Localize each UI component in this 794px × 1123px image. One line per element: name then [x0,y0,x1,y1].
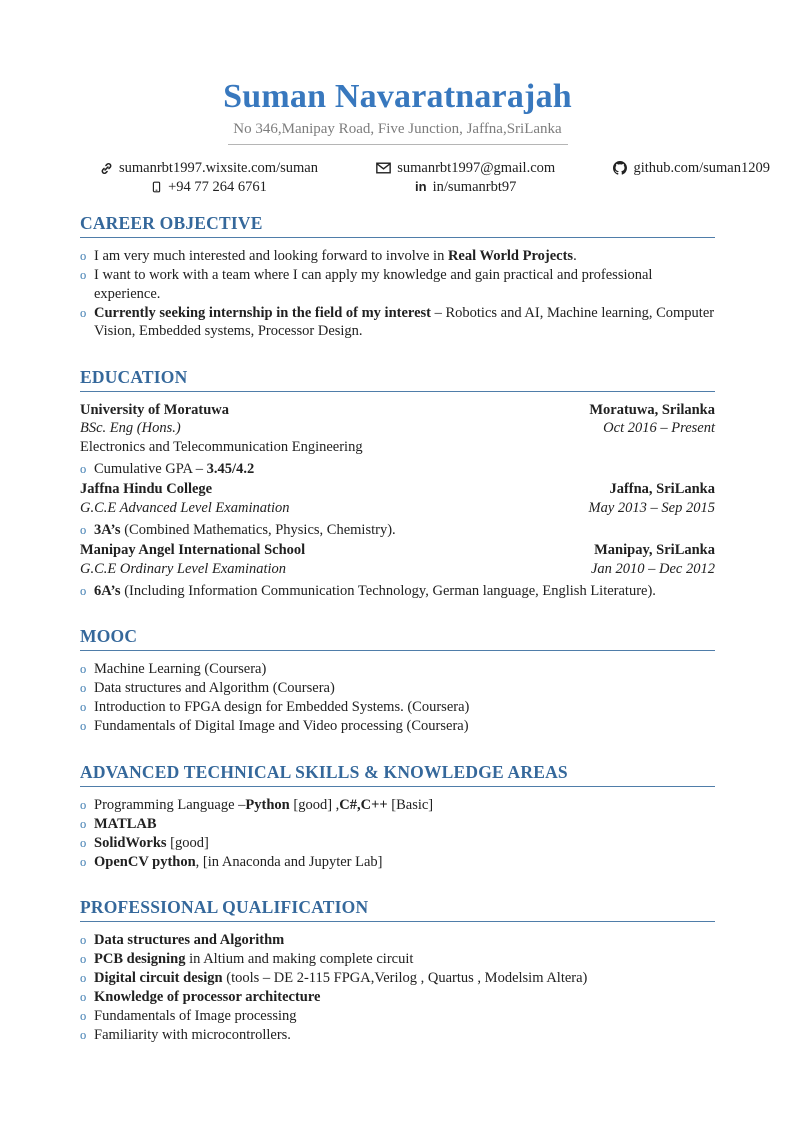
bullet-marker: o [80,971,87,985]
text-segment: Introduction to FPGA design for Embedded Systems. (Coursera) [94,699,470,715]
linkedin-icon: in [415,179,427,194]
website-link[interactable] [100,159,318,177]
section-divider [80,237,715,238]
contact-column-middle [376,159,555,196]
github-link[interactable] [613,159,770,177]
text-segment: (Combined Mathematics, Physics, Chemistry). [120,521,396,538]
education-entry-list [80,460,715,479]
section-title: MOOC [80,626,138,646]
education-entry [80,480,715,539]
address-line: No 346,Manipay Road, Five Junction, Jaffna,SriLanka [233,121,562,137]
list-item [80,1026,715,1045]
bullet-marker: o [80,1028,87,1042]
list-item [80,815,715,834]
emphasized-text: SolidWorks [94,834,167,851]
list-item [80,304,715,341]
emphasized-text: MATLAB [94,815,157,832]
skills-list [80,796,715,872]
website-text: sumanrbt1997.wixsite.com/suman [119,160,318,176]
bullet-marker: o [80,461,87,476]
education-entry [80,401,715,479]
contact-column-right [613,159,770,177]
dates: May 2013 – Sep 2015 [588,499,715,516]
text-segment: (tools – DE 2-115 FPGA,Verilog , Quartus , Modelsim Altera) [222,970,588,986]
section-career-objective [80,213,715,341]
email-link[interactable] [376,159,555,177]
section-title: CAREER OBJECTIVE [80,213,263,233]
emphasized-text: Digital circuit design [94,970,223,986]
list-item [80,660,715,679]
section-title: ADVANCED TECHNICAL SKILLS & KNOWLEDGE AREAS [80,761,568,782]
link-icon [100,162,113,175]
text-segment: I want to work with a team where I can apply my knowledge and gain practical and professional experience. [94,267,653,302]
linkedin-link[interactable] [415,178,516,196]
github-text: github.com/suman1209 [633,160,770,176]
text-segment: Programming Language – [94,796,246,813]
bullet-marker: o [80,700,87,714]
list-item [80,582,715,601]
degree: G.C.E Ordinary Level Examination [80,560,287,577]
text-segment: . [573,248,577,264]
text-segment: – Robotics and AI, Machine learning, Computer Vision, Embedded systems, Processor Design. [94,304,715,339]
phone-text: +94 77 264 6761 [168,179,267,195]
education-entry-list [80,521,715,540]
emphasized-text: C#,C++ [339,796,388,813]
emphasized-text: 3A’s [94,521,121,538]
section-divider [80,650,715,651]
emphasized-text: Python [245,796,290,813]
list-item [80,266,715,303]
bullet-marker: o [80,835,87,850]
list-item [80,853,715,872]
institution: Jaffna Hindu College [80,481,213,497]
emphasized-text: Currently seeking internship in the field of my interest [94,304,431,321]
education-entry-list [80,582,715,601]
contact-column-left [100,159,318,196]
list-item [80,1007,715,1026]
bullet-marker: o [80,268,87,282]
section-divider [80,391,715,392]
section-education [80,367,715,601]
bullet-marker: o [80,249,87,263]
bullet-marker: o [80,1009,87,1023]
text-segment: (Including Information Communication Technology, German language, English Literature). [120,582,656,599]
section-title: EDUCATION [80,366,188,387]
list-item [80,717,715,736]
degree: BSc. Eng (Hons.) [80,420,181,436]
resume-header [80,78,770,196]
text-segment: Machine Learning (Coursera) [94,661,267,677]
list-item [80,460,715,479]
section-technical-skills [80,762,715,872]
text-segment: Fundamentals of Image processing [94,1008,297,1024]
section-divider [80,921,715,922]
emphasized-text: PCB designing [94,951,186,967]
professional-qualification-list [80,931,715,1045]
list-item [80,950,715,969]
emphasized-text: Knowledge of processor architecture [94,989,321,1005]
list-item [80,521,715,540]
bullet-marker: o [80,933,87,947]
person-name: Suman Navaratnarajah [223,78,572,115]
institution: Manipay Angel International School [80,542,306,558]
text-segment: [Basic] [387,796,434,813]
degree: G.C.E Advanced Level Examination [80,499,290,516]
education-entry [80,541,715,600]
text-segment: [good] [166,834,209,851]
career-objective-list [80,247,715,341]
bullet-marker: o [80,583,87,598]
list-item [80,796,715,815]
contact-bar [100,159,770,196]
header-divider [228,144,568,145]
emphasized-text: 3.45/4.2 [206,460,255,477]
location: Jaffna, SriLanka [609,481,715,497]
bullet-marker: o [80,305,87,320]
text-segment: Familiarity with microcontrollers. [94,1027,291,1043]
emphasized-text: OpenCV python [94,853,196,870]
dates: Jan 2010 – Dec 2012 [590,560,715,577]
location: Moratuwa, Srilanka [589,401,715,418]
list-item [80,969,715,988]
bullet-marker: o [80,719,87,733]
text-segment: I am very much interested and looking forward to involve in [94,248,448,264]
field-of-study: Electronics and Telecommunication Engineering [80,438,363,455]
text-segment: in Altium and making complete circuit [185,951,414,967]
bullet-marker: o [80,522,87,537]
list-item [80,988,715,1007]
list-item [80,834,715,853]
text-segment: Data structures and Algorithm (Coursera) [94,680,335,696]
phone-number [151,178,267,196]
list-item [80,679,715,698]
bullet-marker: o [80,854,87,869]
section-mooc [80,626,715,736]
education-entries [80,401,715,601]
email-text: sumanrbt1997@gmail.com [397,160,556,176]
text-segment: , [in Anaconda and Jupyter Lab] [195,853,383,870]
bullet-marker: o [80,681,87,695]
bullet-marker: o [80,797,87,812]
bullet-marker: o [80,662,87,676]
section-professional-qualification [80,897,715,1045]
list-item [80,931,715,950]
bullet-marker: o [80,816,87,831]
emphasized-text: 6A’s [94,582,121,599]
text-segment: Cumulative GPA – [94,460,207,477]
mobile-icon [151,180,162,194]
bullet-marker: o [80,952,87,966]
linkedin-text: in/sumanrbt97 [432,179,517,195]
emphasized-text: Real World Projects [447,248,574,264]
text-segment: Fundamentals of Digital Image and Video processing (Coursera) [94,718,469,734]
envelope-icon [376,162,391,174]
list-item [80,698,715,717]
emphasized-text: Data structures and Algorithm [94,932,285,948]
institution: University of Moratuwa [80,401,230,418]
mooc-list [80,660,715,736]
dates: Oct 2016 – Present [603,420,715,436]
section-title: PROFESSIONAL QUALIFICATION [80,897,369,917]
location: Manipay, SriLanka [594,542,715,558]
list-item [80,247,715,266]
github-icon [613,161,627,175]
text-segment: [good] , [289,796,340,813]
bullet-marker: o [80,990,87,1004]
section-divider [80,786,715,787]
